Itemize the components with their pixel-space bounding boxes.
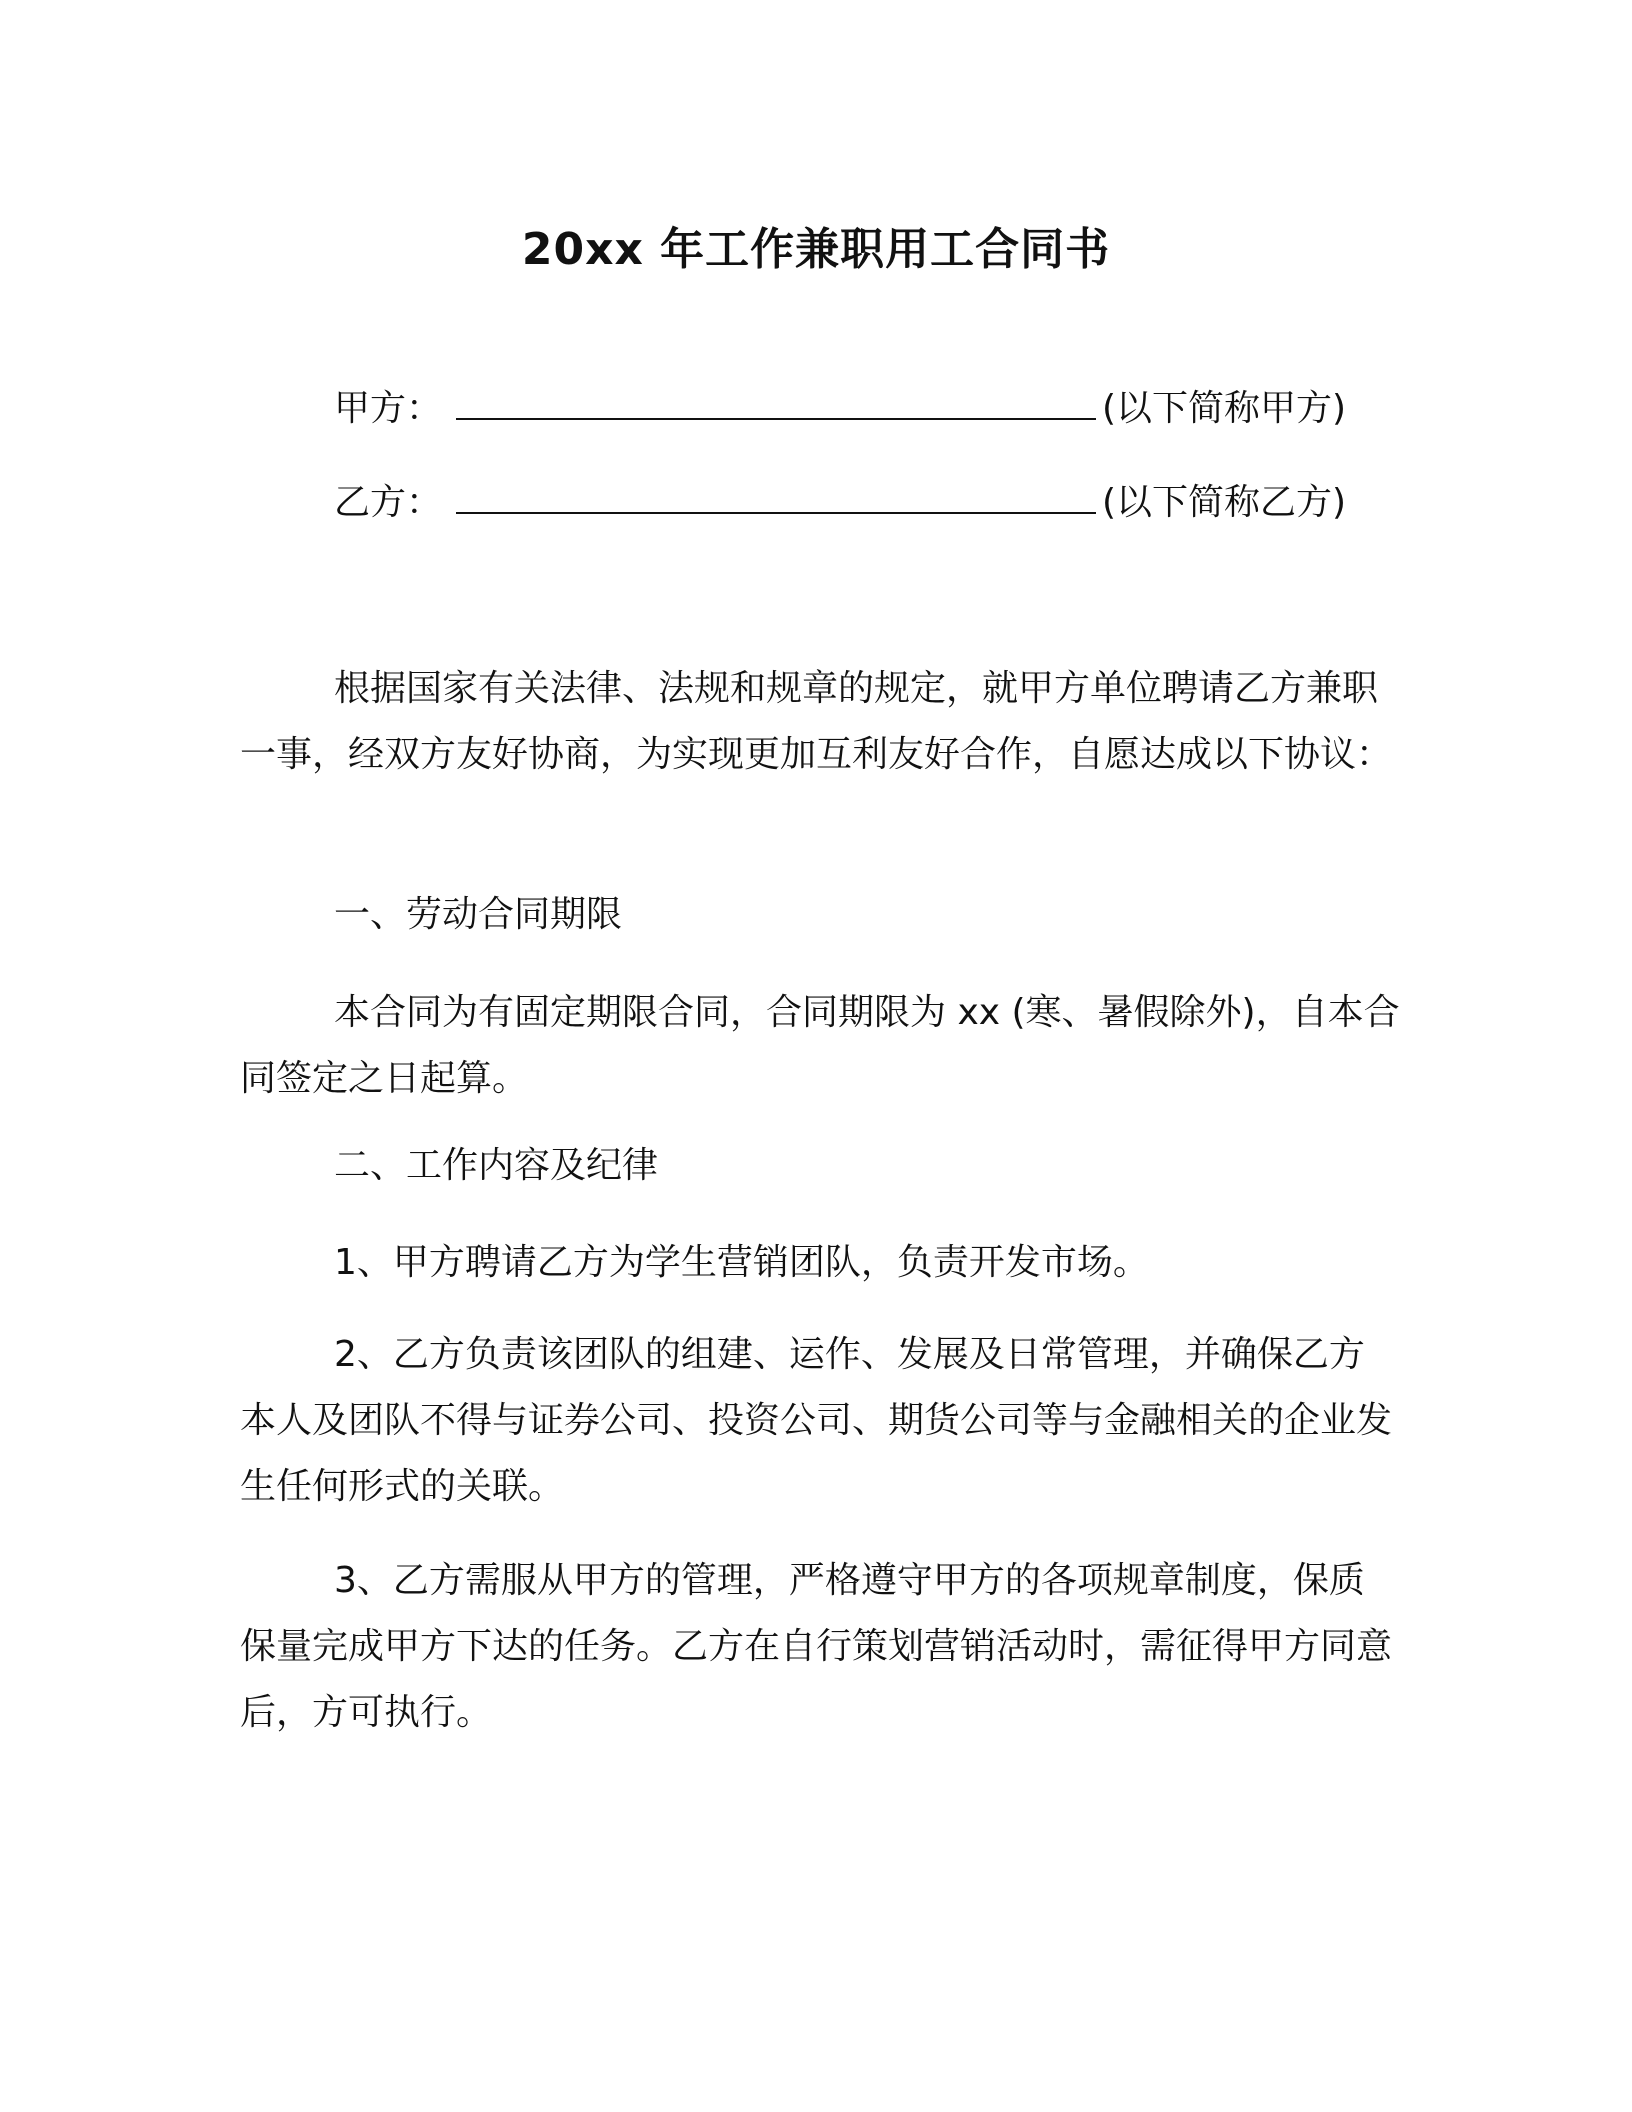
document-title: 20xx 年工作兼职用工合同书 bbox=[521, 224, 1111, 275]
party-a-suffix: (以下简称甲方) bbox=[1102, 388, 1347, 429]
party-b-blank bbox=[456, 478, 1096, 514]
party-b-line bbox=[334, 478, 1346, 528]
party-a-line bbox=[334, 384, 1346, 434]
party-b-suffix: (以下简称乙方) bbox=[1102, 482, 1347, 523]
section-2-item-2: 2、乙方负责该团队的组建、运作、发展及日常管理，并确保乙方本人及团队不得与证券公司、投资公司、期货公司等与金融相关的企业发生任何形式的关联。 bbox=[240, 1334, 1393, 1507]
intro-paragraph: 根据国家有关法律、法规和规章的规定，就甲方单位聘请乙方兼职一事，经双方友好协商，为实现更加互利友好合作，自愿达成以下协议： bbox=[240, 668, 1393, 775]
party-a-blank bbox=[456, 384, 1096, 420]
section-2-item-1: 1、甲方聘请乙方为学生营销团队，负责开发市场。 bbox=[334, 1242, 1149, 1283]
party-a-label: 甲方： bbox=[334, 388, 443, 429]
party-b-label: 乙方： bbox=[334, 482, 443, 523]
section-1-heading: 一、劳动合同期限 bbox=[334, 894, 623, 935]
section-1-paragraph: 本合同为有固定期限合同，合同期限为 xx (寒、暑假除外)，自本合同签定之日起算。 bbox=[240, 992, 1400, 1099]
section-2-heading: 二、工作内容及纪律 bbox=[334, 1145, 659, 1186]
section-2-item-3: 3、乙方需服从甲方的管理，严格遵守甲方的各项规章制度，保质保量完成甲方下达的任务。乙方在自行策划营销活动时，需征得甲方同意后，方可执行。 bbox=[240, 1560, 1393, 1733]
